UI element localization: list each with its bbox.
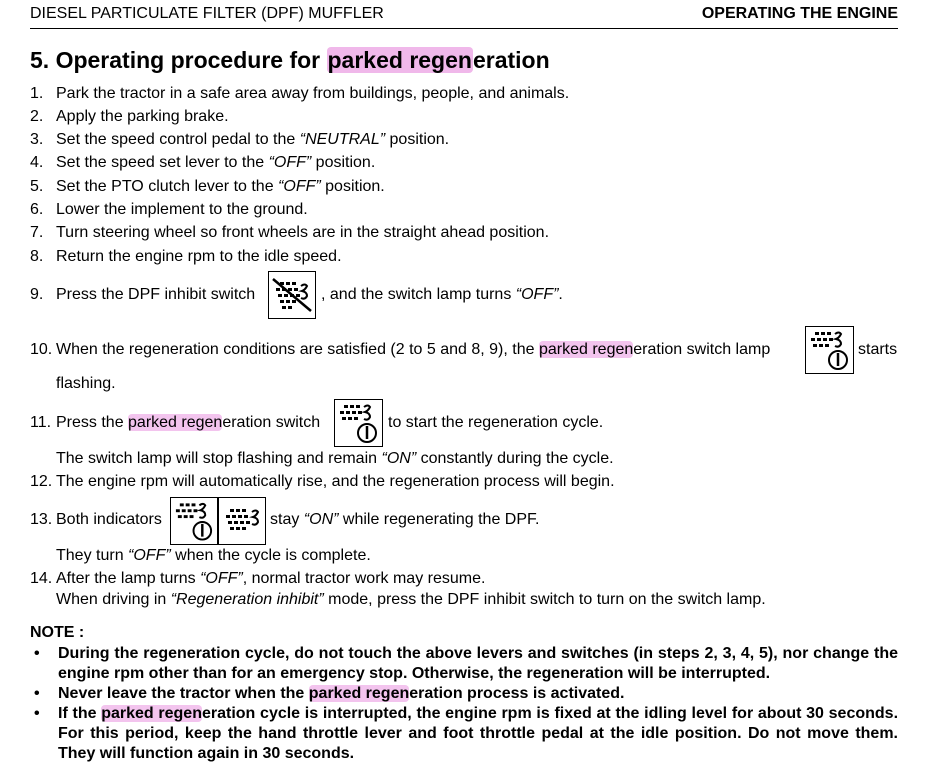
- step-12: [30, 473, 615, 491]
- parked-regeneration-icon: [805, 326, 854, 374]
- step-13-continued: [270, 511, 539, 529]
- step-text: Apply the parking brake.: [56, 108, 229, 125]
- step-text: mode, press the DPF inhibit switch to turn on the switch lamp.: [323, 591, 766, 608]
- step-6: [30, 201, 308, 219]
- step-text: , and the switch lamp turns: [321, 286, 516, 303]
- step-number: 9.: [30, 286, 44, 303]
- step-text: When driving in: [56, 591, 171, 608]
- step-emphasis: “OFF”: [278, 178, 321, 195]
- title-suffix: eration: [472, 47, 550, 73]
- step-text: Turn steering wheel so front wheels are in the straight ahead position.: [56, 224, 550, 241]
- step-emphasis: “OFF”: [200, 570, 243, 587]
- step-9: [30, 286, 255, 304]
- step-text: Park the tractor in a safe area away from buildings, people, and animals.: [56, 85, 570, 102]
- step-number: 4.: [30, 154, 44, 171]
- header-divider: [30, 28, 898, 29]
- step-number: 13.: [30, 511, 53, 528]
- step-text: Lower the implement to the ground.: [56, 201, 308, 218]
- note-text: [58, 704, 898, 764]
- step-text: The switch lamp will stop flashing and remain: [56, 450, 382, 467]
- step-number: 14.: [30, 570, 53, 587]
- step-text: eration switch: [222, 414, 321, 431]
- step-13: [30, 511, 162, 529]
- note-text-part: If the: [58, 705, 102, 722]
- note-bullet-3: [30, 704, 898, 764]
- step-emphasis: “OFF”: [268, 154, 312, 171]
- step-text: Both indicators: [56, 511, 162, 528]
- step-emphasis: “Regeneration inhibit”: [170, 591, 324, 608]
- step-number: 10.: [30, 341, 53, 358]
- note-bullet-2: [30, 684, 898, 704]
- bullet-dot: •: [34, 645, 40, 662]
- note-bullet-1: [30, 644, 898, 684]
- step-text: Press the DPF inhibit switch: [56, 286, 256, 303]
- note-text-part: Never leave the tractor when the: [58, 685, 309, 702]
- step-number: 8.: [30, 248, 44, 265]
- step-13-line2: [56, 547, 371, 565]
- step-text: stay: [270, 511, 304, 528]
- header-chapter-title: OPERATING THE ENGINE: [701, 5, 898, 22]
- step-number: 2.: [30, 108, 44, 125]
- step-text: position.: [311, 154, 376, 171]
- step-10-tail: starts: [858, 341, 898, 358]
- dpf-lamp-icon: [218, 497, 266, 545]
- parked-regeneration-icon: [170, 497, 218, 545]
- step-text: They turn: [56, 547, 129, 564]
- note-text: [58, 684, 898, 704]
- step-number: 1.: [30, 85, 44, 102]
- step-text: Set the speed control pedal to the: [56, 131, 300, 148]
- step-number: 7.: [30, 224, 44, 241]
- step-text: .: [558, 286, 563, 303]
- step-emphasis: “OFF”: [128, 547, 171, 564]
- step-emphasis: “ON”: [303, 511, 339, 528]
- step-emphasis: “NEUTRAL”: [299, 131, 386, 148]
- step-number: 6.: [30, 201, 44, 218]
- note-text-part: eration cycle is interrupted, the engine rpm is fixed at the idling level for about 30 seconds. For this period, keep the hand throttle lever and foot throttle pedal at the idle position. Do not move them. They will function again in 30 seconds.: [58, 705, 899, 762]
- step-number: 12.: [30, 473, 53, 490]
- step-number: 3.: [30, 131, 44, 148]
- step-14-line2: [56, 591, 766, 609]
- step-10: [30, 341, 770, 359]
- step-1: [30, 85, 569, 103]
- step-text: The engine rpm will automatically rise, and the regeneration process will begin.: [56, 473, 615, 490]
- step-text: After the lamp turns: [56, 570, 201, 587]
- note-title: NOTE :: [30, 624, 85, 641]
- step-10-line2: flashing.: [56, 375, 116, 392]
- step-text: eration switch lamp: [633, 341, 771, 358]
- note-text: During the regeneration cycle, do not touch the above levers and switches (in steps 2, 3, 4, 5), nor change the engine rpm other than for an emergency stop. Otherwise, the regeneration will be interrupted.: [58, 645, 898, 682]
- step-number: 11.: [30, 414, 52, 431]
- step-11: [30, 414, 320, 432]
- step-emphasis: “ON”: [381, 450, 417, 467]
- step-highlight: parked regen: [538, 341, 634, 358]
- step-text: constantly during the cycle.: [416, 450, 614, 467]
- title-prefix: 5. Operating procedure for: [30, 47, 327, 73]
- step-number: 5.: [30, 178, 44, 195]
- step-11-tail: to start the regeneration cycle.: [388, 414, 604, 431]
- step-text: When the regeneration conditions are satisfied (2 to 5 and 8, 9), the: [56, 341, 539, 358]
- step-14: [30, 570, 485, 588]
- step-9-continued: [321, 286, 563, 304]
- step-text: position.: [385, 131, 450, 148]
- title-highlight: parked regen: [327, 47, 472, 73]
- dpf-inhibit-icon: [268, 271, 316, 319]
- note-text-part: eration process is activated.: [409, 685, 625, 702]
- step-text: Return the engine rpm to the idle speed.: [56, 248, 342, 265]
- bullet-dot: •: [34, 685, 40, 702]
- step-text: , normal tractor work may resume.: [242, 570, 486, 587]
- header-section-title: DIESEL PARTICULATE FILTER (DPF) MUFFLER: [30, 5, 384, 22]
- step-3: [30, 131, 449, 149]
- step-emphasis: “OFF”: [515, 286, 559, 303]
- step-8: [30, 248, 342, 266]
- step-2: [30, 108, 229, 126]
- step-7: [30, 224, 549, 242]
- step-4: [30, 154, 375, 172]
- step-highlight: parked regen: [128, 414, 223, 431]
- note-highlight: parked regen: [101, 705, 202, 722]
- step-11-line2: [56, 450, 614, 468]
- step-text: Set the PTO clutch lever to the: [56, 178, 279, 195]
- parked-regeneration-icon: [334, 399, 383, 447]
- step-5: [30, 178, 385, 196]
- note-highlight: parked regen: [308, 685, 410, 702]
- step-text: Set the speed set lever to the: [56, 154, 269, 171]
- bullet-dot: •: [34, 705, 40, 722]
- page-title: [30, 47, 550, 74]
- step-text: Press the: [56, 414, 129, 431]
- step-text: while regenerating the DPF.: [338, 511, 540, 528]
- step-text: when the cycle is complete.: [170, 547, 371, 564]
- step-text: position.: [320, 178, 385, 195]
